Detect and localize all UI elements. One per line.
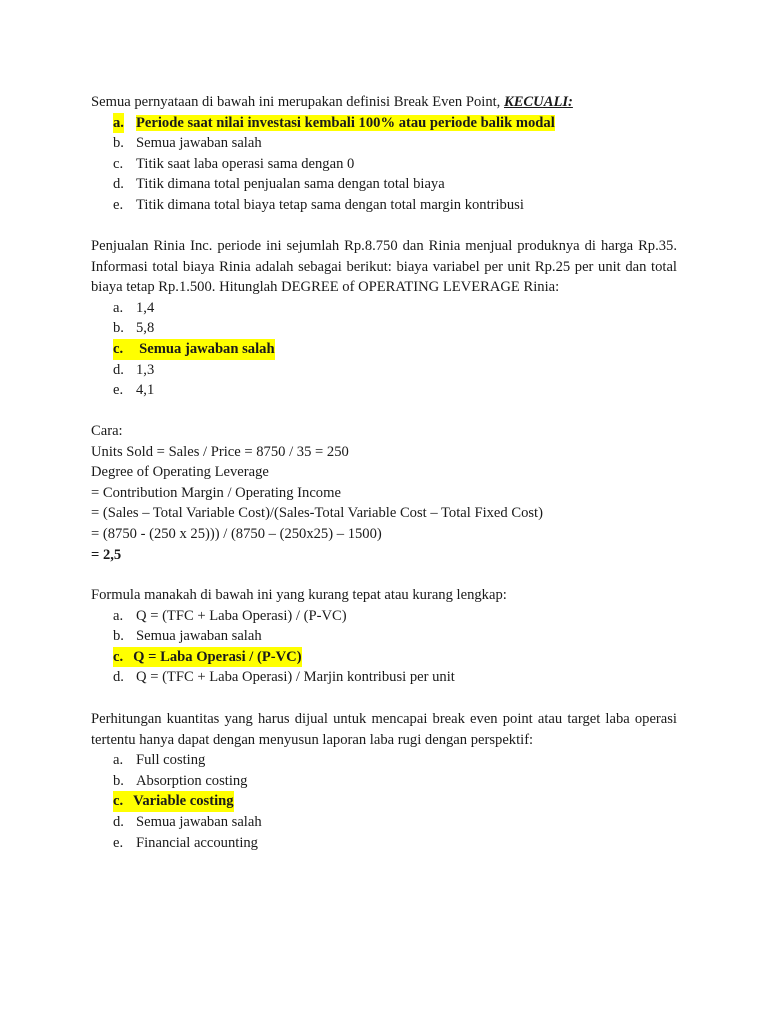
option-marker: e. (113, 196, 124, 213)
question-4-options (91, 750, 677, 853)
solution-line: Degree of Operating Leverage (91, 464, 269, 481)
solution-result: = 2,5 (91, 546, 122, 563)
option-marker: b. (113, 772, 124, 789)
question-1-prefix: Semua pernyataan di bawah ini merupakan definisi Break Even Point, (91, 94, 504, 110)
option-marker: d. (113, 176, 124, 193)
option-text: 1,3 (136, 361, 155, 378)
option-marker: e. (113, 834, 124, 851)
solution-line: = (8750 - (250 x 25))) / (8750 – (250x25) – 1500) (91, 525, 382, 542)
question-1 (91, 92, 677, 216)
question-1-emphasis: KECUALI: (503, 94, 573, 110)
option-marker: c. (113, 155, 124, 172)
option-text: Semua jawaban salah (136, 813, 262, 830)
option-marker: b. (113, 628, 124, 645)
option-2a (91, 298, 677, 319)
option-text: 5,8 (136, 320, 155, 337)
question-4 (91, 709, 677, 853)
solution-block (91, 421, 677, 565)
option-4e (91, 833, 677, 854)
option-3a (91, 606, 677, 627)
option-text-highlighted: Variable costing (133, 793, 234, 810)
option-3c (91, 647, 677, 668)
option-2c (91, 339, 677, 360)
option-1e (91, 195, 677, 216)
option-1c (91, 154, 677, 175)
question-2-text: Penjualan Rinia Inc. periode ini sejumlah Rp.8.750 dan Rinia menjual produknya di harga Rp.35. Informasi total biaya Rinia adalah sebagai berikut: biaya variabel per unit Rp.25 per unit dan total biaya tetap Rp.1.500. Hitunglah DEGREE of OPERATING LEVERAGE Rinia: (91, 238, 677, 296)
solution-line: = Contribution Margin / Operating Income (91, 484, 341, 501)
option-marker: a. (113, 752, 124, 769)
option-text: Full costing (136, 752, 206, 769)
solution-line: Units Sold = Sales / Price = 8750 / 35 = 250 (91, 443, 349, 460)
option-2d (91, 360, 677, 381)
option-highlight (113, 339, 275, 360)
option-marker: d. (113, 813, 124, 830)
question-3 (91, 585, 677, 688)
option-text-highlighted: Semua jawaban salah (139, 340, 275, 357)
option-1d (91, 174, 677, 195)
option-text: Absorption costing (136, 772, 248, 789)
solution-heading: Cara: (91, 423, 123, 439)
option-marker: e. (113, 382, 124, 399)
option-marker: b. (113, 135, 124, 152)
option-text-highlighted: Q = Laba Operasi / (P-VC) (133, 648, 302, 665)
option-text: 4,1 (136, 382, 155, 399)
option-4c (91, 791, 677, 812)
option-marker: c. (113, 340, 124, 357)
option-highlight (113, 647, 302, 668)
option-text: Financial accounting (136, 834, 258, 851)
option-marker: c. (113, 648, 124, 665)
question-3-text: Formula manakah di bawah ini yang kurang tepat atau kurang lengkap: (91, 587, 507, 603)
option-text: Titik dimana total penjualan sama dengan total biaya (136, 176, 445, 193)
question-4-text: Perhitungan kuantitas yang harus dijual untuk mencapai break even point atau target laba operasi tertentu hanya dapat dengan menyusun laporan laba rugi dengan perspektif: (91, 711, 677, 748)
question-2-options (91, 298, 677, 401)
option-text: Q = (TFC + Laba Operasi) / (P-VC) (136, 607, 347, 624)
question-1-options (91, 113, 677, 216)
option-marker: c. (113, 793, 124, 810)
question-1-text (91, 92, 677, 113)
option-marker: a. (113, 607, 124, 624)
question-3-options (91, 606, 677, 688)
option-text: 1,4 (136, 299, 155, 316)
option-3d (91, 667, 677, 688)
option-text: Semua jawaban salah (136, 628, 262, 645)
question-2 (91, 236, 677, 401)
option-text-highlighted: Periode saat nilai investasi kembali 100% atau periode balik modal (136, 114, 555, 131)
option-4a (91, 750, 677, 771)
option-4d (91, 812, 677, 833)
option-3b (91, 626, 677, 647)
option-marker: d. (113, 361, 124, 378)
option-highlight (113, 791, 234, 812)
option-text: Q = (TFC + Laba Operasi) / Marjin kontribusi per unit (136, 669, 455, 686)
solution-line: = (Sales – Total Variable Cost)/(Sales-Total Variable Cost – Total Fixed Cost) (91, 505, 543, 522)
option-text: Titik dimana total biaya tetap sama dengan total margin kontribusi (136, 196, 524, 213)
option-1a (91, 113, 677, 134)
option-marker: d. (113, 669, 124, 686)
option-text: Semua jawaban salah (136, 135, 262, 152)
option-2b (91, 318, 677, 339)
option-marker: a. (113, 299, 124, 316)
option-4b (91, 771, 677, 792)
option-text: Titik saat laba operasi sama dengan 0 (136, 155, 355, 172)
option-2e (91, 380, 677, 401)
option-1b (91, 133, 677, 154)
option-marker: a. (113, 113, 124, 134)
option-marker: b. (113, 320, 124, 337)
